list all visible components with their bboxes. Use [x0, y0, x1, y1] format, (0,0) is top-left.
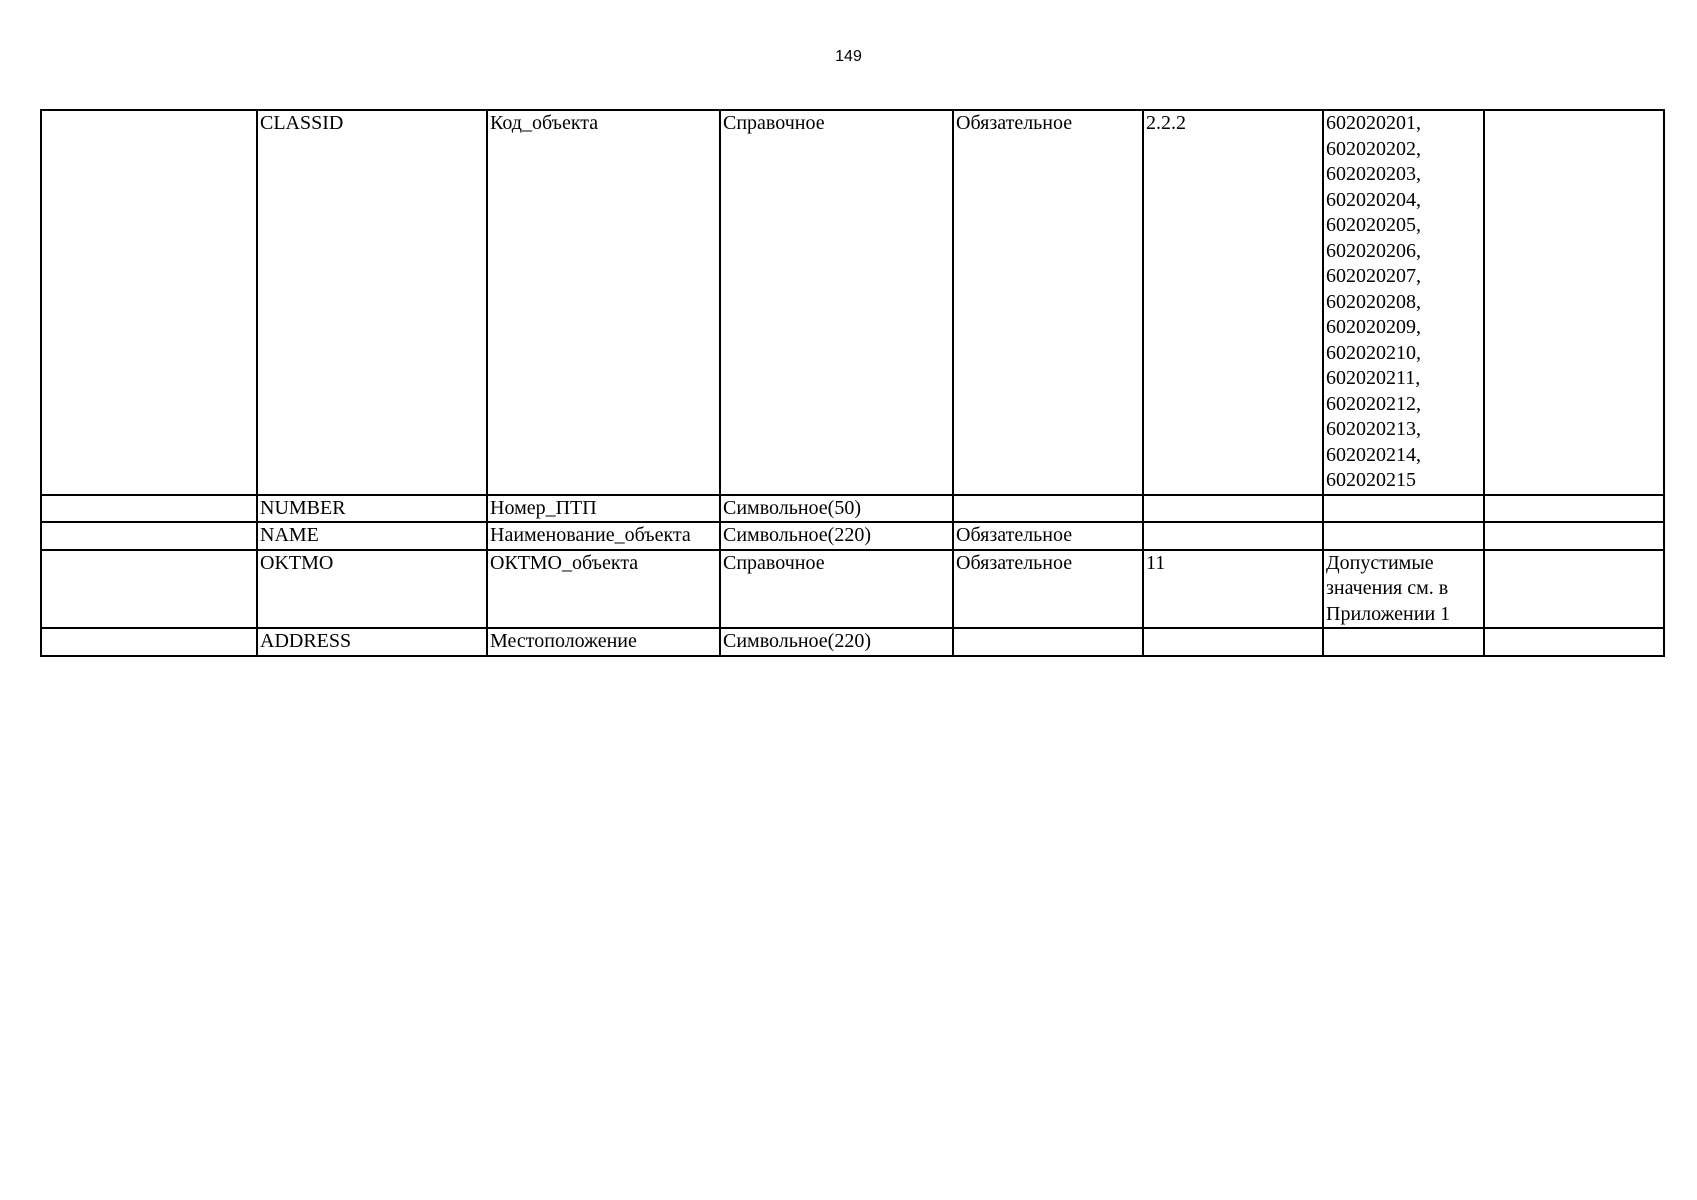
field-reference-cell: [1143, 522, 1323, 550]
field-requirement-cell: Обязательное: [953, 110, 1143, 495]
table-row: [41, 550, 1664, 629]
table-cell: [41, 628, 257, 656]
table-row: [41, 522, 1664, 550]
table-cell: [41, 110, 257, 495]
field-reference-cell: 11: [1143, 550, 1323, 629]
table-cell: [1484, 550, 1664, 629]
field-values-cell: 602020201, 602020202, 602020203, 602020204, 602020205, 602020206, 602020207, 602020208, 602020209, 602020210, 602020211, 602020212, 602020213, 602020214, 602020215: [1323, 110, 1484, 495]
table-row: [41, 110, 1664, 495]
field-type-cell: Справочное: [720, 550, 953, 629]
page-number: 149: [835, 48, 862, 65]
field-name-cell: NUMBER: [257, 495, 487, 523]
field-type-cell: Символьное(220): [720, 628, 953, 656]
field-description-cell: Наименование_объекта: [487, 522, 720, 550]
field-type-cell: Справочное: [720, 110, 953, 495]
field-values-cell: Допустимые значения см. в Приложении 1: [1323, 550, 1484, 629]
field-reference-cell: [1143, 628, 1323, 656]
field-values-cell: [1323, 628, 1484, 656]
table-cell: [41, 522, 257, 550]
field-reference-cell: [1143, 495, 1323, 523]
field-requirement-cell: Обязательное: [953, 522, 1143, 550]
table-cell: [1484, 110, 1664, 495]
attribute-table: [40, 109, 1665, 657]
table-cell: [41, 495, 257, 523]
field-values-cell: [1323, 522, 1484, 550]
table-row: [41, 628, 1664, 656]
field-name-cell: NAME: [257, 522, 487, 550]
field-type-cell: Символьное(220): [720, 522, 953, 550]
field-name-cell: OKTMO: [257, 550, 487, 629]
field-reference-cell: 2.2.2: [1143, 110, 1323, 495]
field-description-cell: Местоположение: [487, 628, 720, 656]
table-cell: [41, 550, 257, 629]
table-row: [41, 495, 1664, 523]
field-type-cell: Символьное(50): [720, 495, 953, 523]
field-description-cell: Номер_ПТП: [487, 495, 720, 523]
field-requirement-cell: [953, 495, 1143, 523]
table-cell: [1484, 522, 1664, 550]
field-name-cell: CLASSID: [257, 110, 487, 495]
field-name-cell: ADDRESS: [257, 628, 487, 656]
field-description-cell: Код_объекта: [487, 110, 720, 495]
field-description-cell: ОКТМО_объекта: [487, 550, 720, 629]
field-requirement-cell: Обязательное: [953, 550, 1143, 629]
field-requirement-cell: [953, 628, 1143, 656]
field-values-cell: [1323, 495, 1484, 523]
table-cell: [1484, 495, 1664, 523]
table-cell: [1484, 628, 1664, 656]
